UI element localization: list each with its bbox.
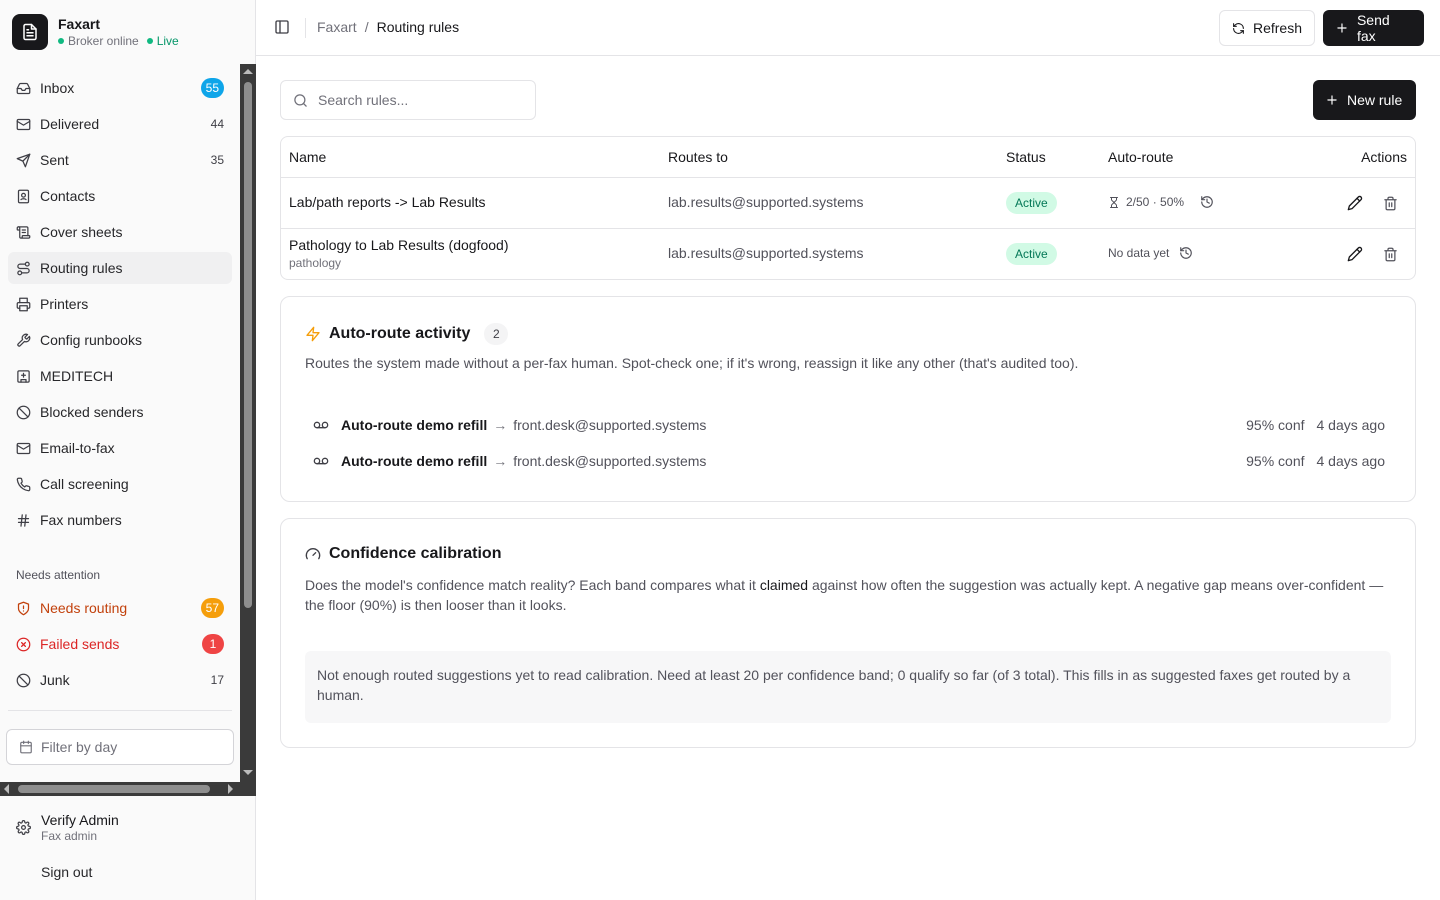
rule-name: Pathology to Lab Results (dogfood): [289, 237, 509, 253]
activity-meta: [1246, 453, 1385, 469]
sidebar-item-sent[interactable]: [8, 144, 232, 176]
activity-destination: front.desk@supported.systems: [513, 453, 707, 469]
ban-icon: [16, 405, 31, 420]
routing-rules-table: [280, 136, 1416, 280]
online-dot-icon: [58, 38, 64, 44]
sidebar-divider: [8, 710, 232, 711]
calibration-description: [305, 575, 1395, 615]
voicemail-icon: [313, 419, 329, 431]
calibration-desc-post: against how often the suggestion was actually kept. A negative gap means over-confident — the floor (90%) is then looser than it looks.: [305, 577, 1384, 613]
calibration-card-title: [305, 545, 501, 563]
rule-subtitle: pathology: [289, 256, 342, 270]
new-rule-label: New rule: [1347, 92, 1403, 108]
confidence-calibration-card: [280, 518, 1416, 748]
route-icon: [16, 261, 31, 276]
broker-status-text: Broker online: [68, 34, 139, 48]
calibration-desc-strong: claimed: [759, 577, 809, 593]
activity-meta: [1246, 417, 1385, 433]
activity-confidence: 95% conf: [1246, 417, 1305, 433]
arrow-right-icon: →: [493, 453, 508, 469]
breadcrumb-separator: /: [364, 19, 369, 35]
cover-sheet-icon: [16, 225, 31, 240]
gauge-icon: [305, 546, 321, 562]
sidebar-item-delivered[interactable]: [8, 108, 232, 140]
plus-icon: [1335, 21, 1349, 35]
sidebar: [0, 0, 256, 900]
rule-name: Lab/path reports -> Lab Results: [289, 194, 486, 210]
filter-placeholder: Filter by day: [41, 739, 118, 755]
sidebar-item-fax-numbers[interactable]: [8, 504, 232, 536]
ban-icon: [16, 673, 31, 688]
trash-icon[interactable]: [1383, 196, 1398, 211]
sidebar-item-label: Inbox: [40, 80, 75, 96]
refresh-button[interactable]: [1219, 10, 1315, 46]
column-header-status: Status: [1006, 149, 1046, 165]
auto-route-value: No data yet: [1108, 246, 1170, 260]
inbox-icon: [16, 81, 31, 96]
status-badge: Active: [1006, 243, 1057, 265]
fax-logo-icon: [12, 14, 48, 50]
sidebar-item-cover-sheets[interactable]: [8, 216, 232, 248]
list-item[interactable]: [313, 414, 1385, 436]
calibration-empty-state: Not enough routed suggestions yet to read calibration. Need at least 20 per confidence band; 0 qualify so far (of 3 total). This fills in as suggested faxes get routed by a human.: [305, 651, 1391, 723]
sidebar-toggle-button[interactable]: [274, 19, 290, 35]
search-rules-input[interactable]: [280, 80, 536, 120]
breadcrumb-root-link[interactable]: Faxart: [317, 19, 357, 35]
sidebar-item-label: Fax numbers: [40, 512, 122, 528]
scroll-up-arrow-icon[interactable]: [243, 69, 253, 74]
hospital-icon: [16, 369, 31, 384]
sidebar-item-email-to-fax[interactable]: [8, 432, 232, 464]
sidebar-item-label: Cover sheets: [40, 224, 123, 240]
sidebar-item-meditech[interactable]: [8, 360, 232, 392]
sidebar-item-contacts[interactable]: [8, 180, 232, 212]
edit-pencil-icon[interactable]: [1347, 195, 1363, 211]
sidebar-item-routing-rules[interactable]: [8, 252, 232, 284]
column-header-name: Name: [289, 149, 327, 165]
sidebar-nav: [0, 64, 256, 796]
breadcrumb: [317, 19, 459, 35]
sidebar-item-failed-sends[interactable]: [8, 628, 232, 660]
activity-fax-name[interactable]: Auto-route demo refill: [341, 417, 488, 433]
delivered-count: 44: [210, 117, 224, 131]
auto-route-activity-card: [280, 296, 1416, 502]
sidebar-item-label: Config runbooks: [40, 332, 142, 348]
sidebar-item-junk[interactable]: [8, 664, 232, 696]
history-icon[interactable]: [1179, 246, 1193, 260]
activity-card-title: [305, 323, 508, 345]
scrollbar-thumb[interactable]: [18, 785, 210, 793]
send-icon: [16, 153, 31, 168]
sidebar-item-label: Routing rules: [40, 260, 123, 276]
mail-icon: [16, 117, 31, 132]
refresh-label: Refresh: [1252, 20, 1302, 36]
trash-icon[interactable]: [1383, 247, 1398, 262]
lightning-icon: [305, 326, 321, 342]
scroll-left-arrow-icon[interactable]: [4, 784, 9, 794]
printer-icon: [16, 297, 31, 312]
sent-count: 35: [210, 153, 224, 167]
calibration-desc-pre: Does the model's confidence match reality? Each band compares what it: [305, 577, 760, 593]
sign-out-button[interactable]: [16, 864, 92, 880]
live-dot-icon: [147, 38, 153, 44]
activity-confidence: 95% conf: [1246, 453, 1305, 469]
send-fax-label: Send fax: [1356, 12, 1390, 44]
status-badge: Active: [1006, 192, 1057, 214]
breadcrumb-current: Routing rules: [376, 19, 460, 35]
panel-left-icon: [274, 19, 290, 35]
table-row[interactable]: [281, 229, 1415, 280]
junk-count: 17: [210, 673, 224, 687]
sidebar-item-needs-routing[interactable]: [8, 592, 232, 624]
contacts-icon: [16, 189, 31, 204]
needs-routing-badge: 57: [201, 598, 224, 618]
column-header-actions: Actions: [1361, 149, 1407, 165]
sidebar-vertical-scrollbar[interactable]: [240, 64, 256, 782]
scrollbar-thumb[interactable]: [244, 82, 252, 608]
activity-destination: front.desk@supported.systems: [513, 417, 707, 433]
column-header-auto-route: Auto-route: [1108, 149, 1174, 165]
wrench-icon: [16, 333, 31, 348]
header-divider: [305, 18, 306, 38]
sidebar-item-printers[interactable]: [8, 288, 232, 320]
live-label: Live: [156, 34, 179, 48]
auto-route-stat: [1108, 195, 1214, 209]
sign-out-label: Sign out: [41, 864, 93, 880]
user-name: Verify Admin: [41, 812, 119, 828]
activity-time: 4 days ago: [1316, 417, 1385, 433]
sidebar-item-label: Junk: [40, 672, 70, 688]
mail-icon: [16, 441, 31, 456]
sidebar-item-inbox[interactable]: [8, 72, 232, 104]
activity-time: 4 days ago: [1316, 453, 1385, 469]
failed-sends-badge: 1: [202, 634, 224, 654]
plus-icon: [1325, 93, 1339, 107]
sidebar-item-label: Sent: [40, 152, 69, 168]
column-header-routes-to: Routes to: [668, 149, 728, 165]
scroll-right-arrow-icon[interactable]: [228, 784, 233, 794]
table-header: [281, 137, 1415, 178]
needs-attention-heading: Needs attention: [16, 568, 101, 582]
filter-by-day-input[interactable]: [6, 729, 234, 765]
sidebar-item-label: Needs routing: [40, 600, 128, 616]
refresh-icon: [1232, 21, 1245, 36]
calibration-title-text: Confidence calibration: [329, 545, 502, 562]
activity-fax-name[interactable]: Auto-route demo refill: [341, 453, 488, 469]
search-placeholder: Search rules...: [318, 92, 409, 108]
search-icon: [293, 93, 308, 108]
sidebar-item-config-runbooks[interactable]: [8, 324, 232, 356]
voicemail-icon: [313, 455, 329, 467]
inbox-count-badge: 55: [201, 78, 224, 98]
new-rule-button[interactable]: [1313, 80, 1416, 120]
hourglass-icon: [1108, 196, 1120, 209]
phone-icon: [16, 477, 31, 492]
scroll-down-arrow-icon[interactable]: [243, 770, 253, 775]
sidebar-item-label: Contacts: [40, 188, 96, 204]
top-header: [256, 0, 1440, 56]
history-icon[interactable]: [1200, 195, 1214, 209]
brand[interactable]: [12, 14, 179, 50]
user-account[interactable]: [16, 812, 119, 843]
gear-icon: [16, 820, 31, 835]
sidebar-item-label: Blocked senders: [40, 404, 144, 420]
calendar-icon: [19, 740, 33, 754]
sidebar-item-blocked-senders[interactable]: [8, 396, 232, 428]
user-role: Fax admin: [41, 829, 98, 843]
sidebar-item-label: Printers: [40, 296, 89, 312]
sidebar-item-label: Delivered: [40, 116, 100, 132]
edit-pencil-icon[interactable]: [1347, 246, 1363, 262]
auto-route-stat: [1108, 246, 1193, 260]
sidebar-item-label: MEDITECH: [40, 368, 114, 384]
x-circle-icon: [16, 637, 31, 652]
sidebar-item-label: Failed sends: [40, 636, 120, 652]
auto-route-value: 2/50 · 50%: [1126, 195, 1185, 209]
rule-routes-to: lab.results@supported.systems: [668, 194, 864, 210]
sidebar-item-label: Email-to-fax: [40, 440, 115, 456]
rule-routes-to: lab.results@supported.systems: [668, 245, 864, 261]
sidebar-item-call-screening[interactable]: [8, 468, 232, 500]
activity-title-text: Auto-route activity: [329, 325, 471, 342]
activity-count-badge: 2: [484, 323, 508, 345]
app-name: Faxart: [58, 16, 101, 32]
table-row[interactable]: [281, 178, 1415, 229]
send-fax-button[interactable]: [1323, 10, 1424, 46]
list-item[interactable]: [313, 450, 1385, 472]
arrow-right-icon: →: [493, 417, 508, 433]
sidebar-item-label: Call screening: [40, 476, 129, 492]
hash-icon: [16, 513, 31, 528]
shield-alert-icon: [16, 601, 31, 616]
sidebar-horizontal-scrollbar[interactable]: [0, 782, 256, 796]
broker-status: [58, 34, 179, 48]
activity-description: Routes the system made without a per-fax human. Spot-check one; if it's wrong, reassign it like any other (that's audited too).: [305, 355, 1079, 371]
